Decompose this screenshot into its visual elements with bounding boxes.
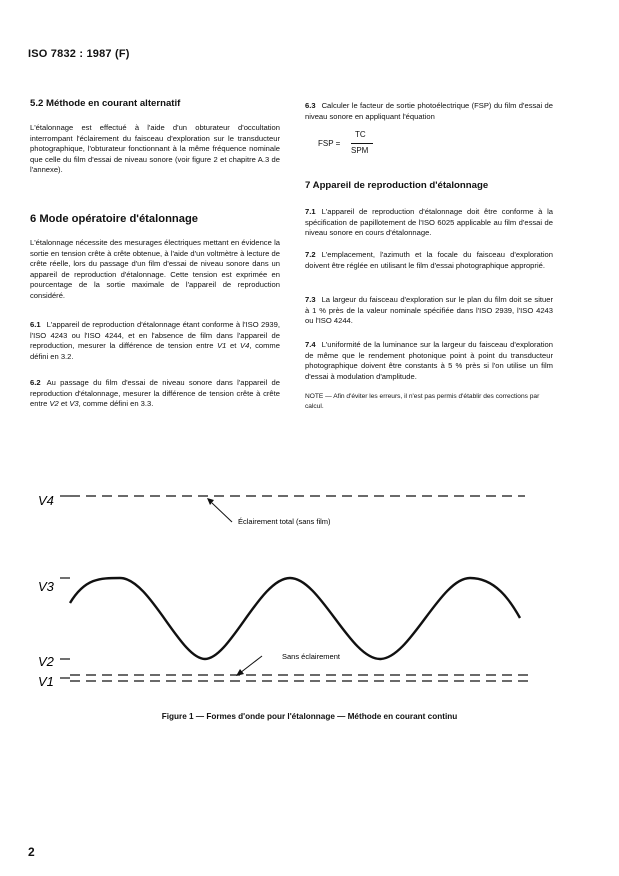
- annotation-top-leader: [212, 503, 232, 522]
- section-7-2: [305, 250, 553, 271]
- section-7-1: [305, 207, 553, 239]
- section-6-2-text-b: , comme défini en 3.3.: [78, 399, 154, 409]
- section-7-title: 7 Appareil de reproduction d'étalonnage: [305, 180, 489, 191]
- annotation-top-text: Éclairement total (sans film): [238, 517, 331, 526]
- label-v3: V3: [38, 579, 54, 594]
- section-6-2: [30, 378, 280, 410]
- section-6-1-number: 6.1: [30, 320, 41, 329]
- section-5-2-title: 5.2 Méthode en courant alternatif: [30, 98, 181, 109]
- document-header: ISO 7832 : 1987 (F): [28, 48, 130, 60]
- section-6-1-et: et: [230, 341, 237, 351]
- section-7-2-number: 7.2: [305, 250, 316, 259]
- label-v1: V1: [38, 674, 54, 689]
- section-6-2-text-a: Au passage du film d'essai de niveau sonore dans l'appareil de reproduction d'étalonnage, mesurer la différence de tension crête à crête entre: [30, 378, 280, 409]
- section-6-2-et: et: [60, 399, 68, 409]
- section-6-title: 6 Mode opératoire d'étalonnage: [30, 213, 199, 225]
- section-6-2-v3: V3: [69, 399, 79, 409]
- annotation-bottom-leader: [240, 656, 262, 673]
- section-7-1-number: 7.1: [305, 207, 316, 216]
- label-v2: V2: [38, 654, 54, 669]
- section-6-3-text: Calculer le facteur de sortie photoélectrique (FSP) du film d'essai de niveau sonore en appliquant l'équation: [305, 101, 553, 121]
- section-6-1-text-b: , comme défini en 3.2.: [30, 341, 280, 361]
- section-6-1-v4: V4: [240, 341, 250, 351]
- annotation-bottom-text: Sans éclairement: [282, 652, 340, 661]
- note: NOTE — Afin d'éviter les erreurs, il n'est pas permis d'établir des corrections par calcul.: [305, 393, 540, 410]
- formula-numerator: TC: [355, 130, 366, 139]
- section-7-2-text: L'emplacement, l'azimuth et la focale du faisceau d'exploration doivent être réglée en utilisant le film d'essai photographique approprié.: [305, 250, 553, 270]
- figure-caption: Figure 1 — Formes d'onde pour l'étalonnage — Méthode en courant continu: [161, 712, 458, 721]
- section-6-1-text-a: L'appareil de reproduction d'étalonnage étant conforme à l'ISO 2939, l'ISO 4243 ou l'ISO 4244, et en l'absence de film dans l'appareil de reproduction, mesurer la différence de tension entre: [30, 320, 280, 351]
- section-6-text: L'étalonnage nécessite des mesurages électriques mettant en évidence la sortie en tension crête à crête obtenue, à l'aide d'un voltmètre à lecture de crête réelle, lors du passage d'un film d'essai de niveau sonore dans un appareil de reproduction d'étalonnage. Cette tension est exprimée en pourcentage de la sortie maximale de l'appareil de reproduction considéré.: [30, 238, 280, 300]
- section-6-1-v1: V1: [217, 341, 227, 351]
- fsp-formula: [318, 130, 378, 163]
- waveform-figure: [0, 470, 619, 700]
- section-7-3: [305, 295, 553, 327]
- section-7-4: [305, 340, 553, 382]
- section-6-1: [30, 320, 280, 362]
- formula-lhs: FSP =: [318, 139, 341, 148]
- section-5-2-text: L'étalonnage est effectué à l'aide d'un obturateur d'occultation interrompant l'éclairement du faisceau d'exploration sur le transducteur photographique, l'obturateur fonctionnant à la même fréquence nominale que celle du film d'essai de niveau sonore (voir figure 2 et chapitre A.3 de l'annexe).: [30, 123, 280, 175]
- fraction-bar: [351, 143, 373, 144]
- section-6-3: [305, 101, 553, 122]
- section-7-4-number: 7.4: [305, 340, 316, 349]
- section-6-2-v2: V2: [49, 399, 59, 409]
- section-6-3-number: 6.3: [305, 101, 316, 110]
- section-7-3-text: La largeur du faisceau d'exploration sur le plan du film doit se situer à 1 % près de la valeur nominale spécifiée dans l'ISO 2939, l'ISO 4243 ou l'ISO 4244.: [305, 295, 553, 326]
- formula-denominator: SPM: [351, 146, 369, 155]
- page-number: 2: [28, 845, 35, 859]
- section-7-3-number: 7.3: [305, 295, 316, 304]
- section-6-2-number: 6.2: [30, 378, 41, 387]
- sine-waveform: [70, 578, 520, 659]
- section-7-4-text: L'uniformité de la luminance sur la largeur du faisceau d'exploration de même que le rendement photonique point à point du transducteur photographique doivent être constants à 5 % près si l'on utilise un film d'essai à modulation d'amplitude.: [305, 340, 553, 381]
- annotation-bottom-arrowhead: [236, 669, 244, 676]
- label-v4: V4: [38, 493, 54, 508]
- section-7-1-text: L'appareil de reproduction d'étalonnage doit être conforme à la spécification de papillotement de l'ISO 6025 applicable au film d'essai de niveau sonore en cours d'étalonnage.: [305, 207, 553, 238]
